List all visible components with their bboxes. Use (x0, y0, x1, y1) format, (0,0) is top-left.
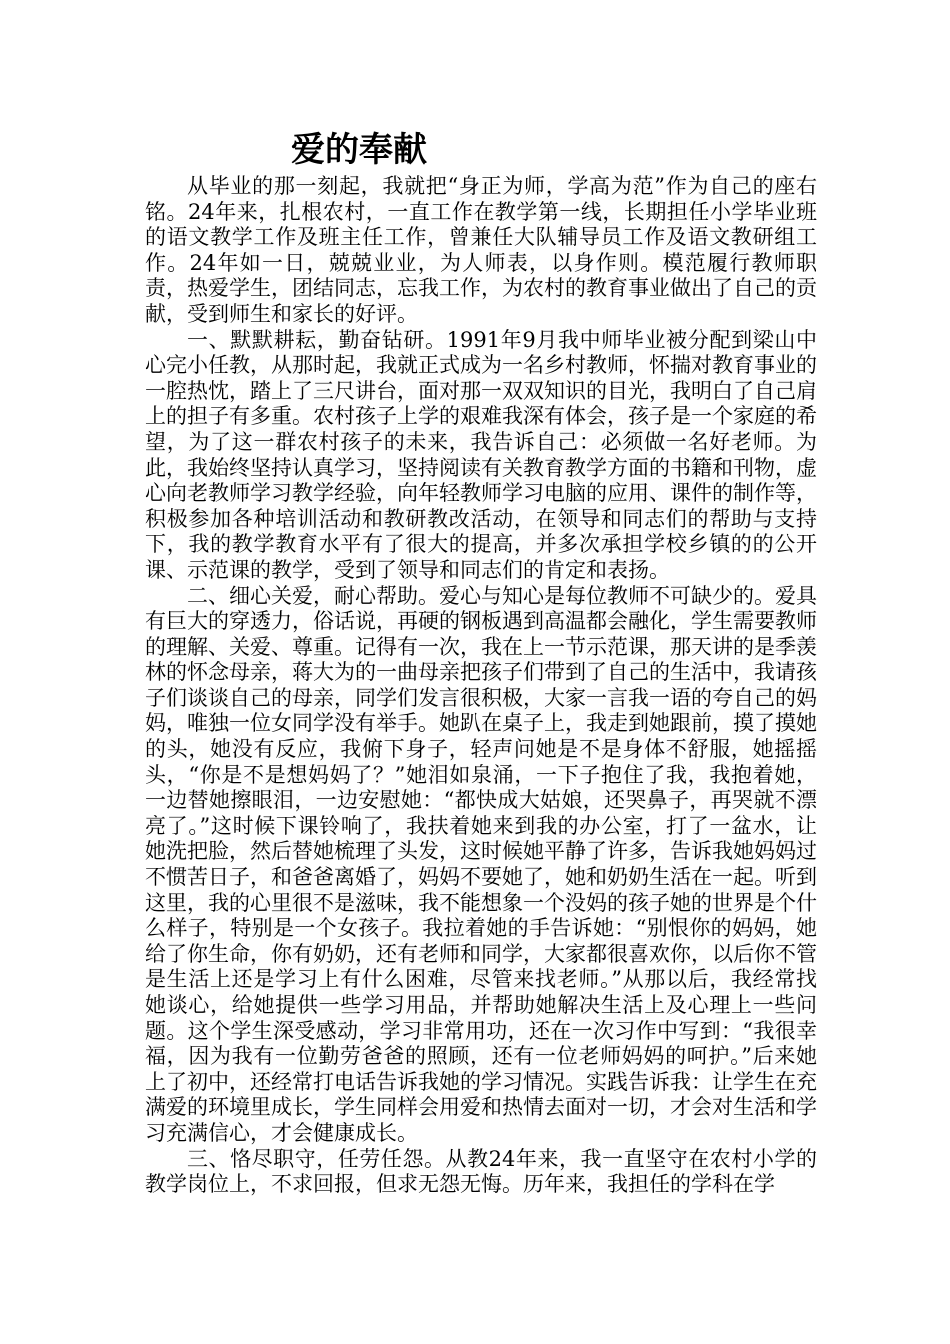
paragraph-section-1: 一、默默耕耘，勤奋钻研。1991年9月我中师毕业被分配到梁山中心完小任教，从那时起，我就正式成为一名乡村教师，怀揣对教育事业的一腔热忱，踏上了三尺讲台，面对那一双双知识的目光，我明白了自己肩上的担子有多重。农村孩子上学的艰难我深有体会，孩子是一个家庭的希望，为了这一群农村孩子的未来，我告诉自己：必须做一名好老师。为此，我始终坚持认真学习，坚持阅读有关教育教学方面的书籍和刊物，虚心向老教师学习教学经验，向年轻教师学习电脑的应用、课件的制作等，积极参加各种培训活动和教研教改活动，在领导和同志们的帮助与支持下，我的教学教育水平有了很大的提高，并多次承担学校乡镇的的公开课、示范课的教学，受到了领导和同志们的肯定和表扬。 (145, 327, 817, 582)
paragraph-section-2: 二、细心关爱，耐心帮助。爱心与知心是每位教师不可缺少的。爱具有巨大的穿透力，俗话说，再硬的钢板遇到高温都会融化，学生需要教师的理解、关爱、尊重。记得有一次，我在上一节示范课，那天讲的是季羡林的怀念母亲，蒋大为的一曲母亲把孩子们带到了自己的生活中，我请孩子们谈谈自己的母亲，同学们发言很积极，大家一言我一语的夸自己的妈妈，唯独一位女同学没有举手。她趴在桌子上，我走到她跟前，摸了摸她的头，她没有反应，我俯下身子，轻声问她是不是身体不舒服，她摇摇头，“你是不是想妈妈了？”她泪如泉涌，一下子抱住了我，我抱着她，一边替她擦眼泪，一边安慰她：“都快成大姑娘，还哭鼻子，再哭就不漂亮了。”这时候下课铃响了，我扶着她来到我的办公室，打了一盆水，让她洗把脸，然后替她梳理了头发，这时候她平静了许多，告诉我她妈妈过不惯苦日子，和爸爸离婚了，妈妈不要她了，她和奶奶生活在一起。听到这里，我的心里很不是滋味，我不能想象一个没妈的孩子她的世界是个什么样子，特别是一个女孩子。我拉着她的手告诉她：“别恨你的妈妈，她给了你生命，你有奶奶，还有老师和同学，大家都很喜欢你，以后你不管是生活上还是学习上有什么困难，尽管来找老师。”从那以后，我经常找她谈心，给她提供一些学习用品，并帮助她解决生活上及心理上一些问题。这个学生深受感动，学习非常用功，还在一次习作中写到：“我很幸福，因为我有一位勤劳爸爸的照顾，还有一位老师妈妈的呵护。”后来她上了初中，还经常打电话告诉我她的学习情况。实践告诉我：让学生在充满爱的环境里成长，学生同样会用爱和热情去面对一切，才会对生活和学习充满信心，才会健康成长。 (145, 583, 817, 1145)
document-title: 爱的奉献 (291, 130, 427, 170)
paragraph-intro: 从毕业的那一刻起，我就把“身正为师，学高为范”作为自己的座右铭。24年来，扎根农村，一直工作在教学第一线，长期担任小学毕业班的语文教学工作及班主任工作，曾兼任大队辅导员工作及语文教研组工作。24年如一日，兢兢业业，为人师表，以身作则。模范履行教师职责，热爱学生，团结同志，忘我工作，为农村的教育事业做出了自己的贡献，受到师生和家长的好评。 (145, 174, 817, 326)
document-body (145, 174, 817, 1198)
paragraph-section-3: 三、恪尽职守，任劳任怨。从教24年来，我一直坚守在农村小学的教学岗位上，不求回报，但求无怨无悔。历年来，我担任的学科在学 (145, 1146, 817, 1197)
